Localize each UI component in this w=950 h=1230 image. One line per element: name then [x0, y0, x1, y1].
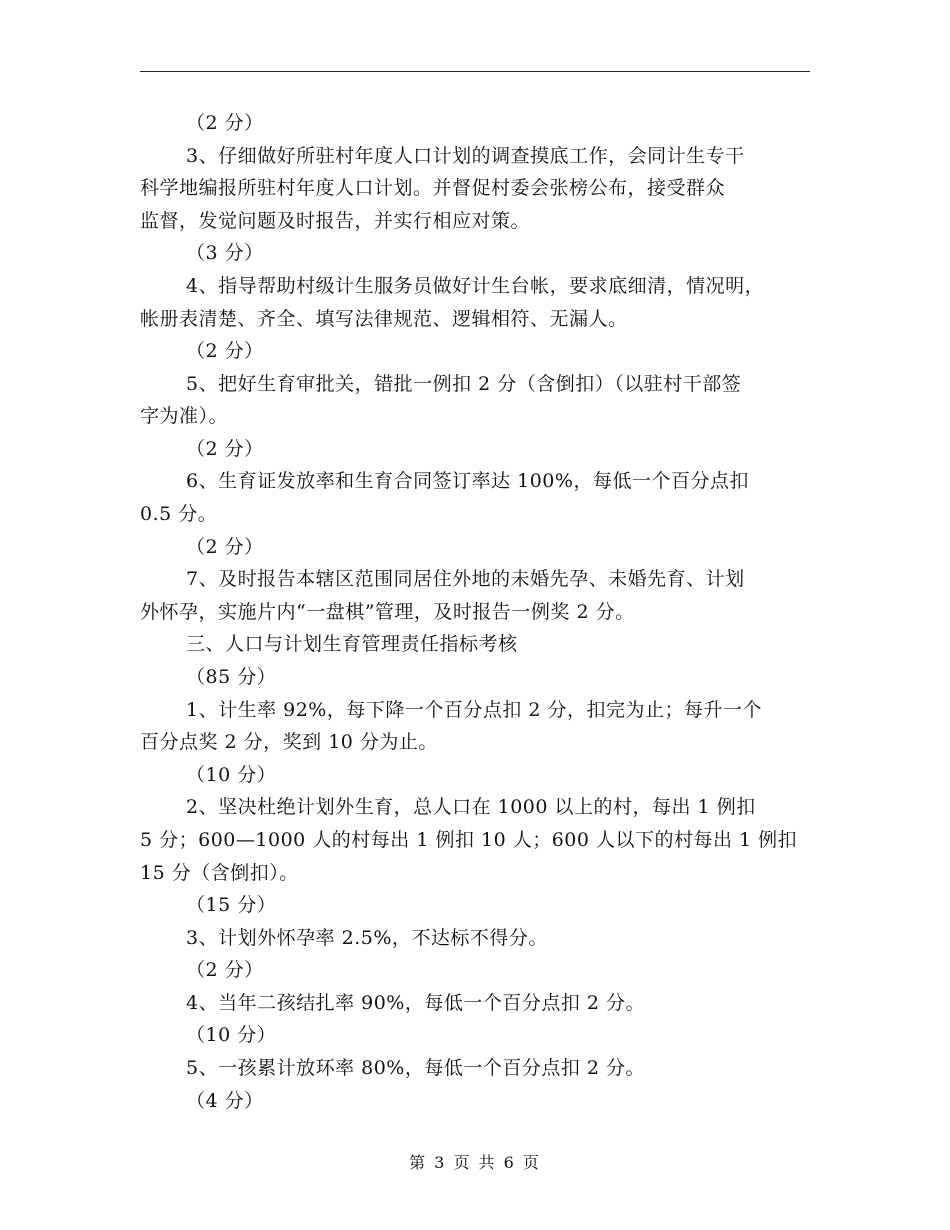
text-line: 0.5 分。: [140, 503, 218, 525]
text-line: 2、坚决杜绝计划外生育，总人口在 1000 以上的村，每出 1 例扣: [186, 796, 756, 818]
text-line: 监督，发觉问题及时报告，并实行相应对策。: [140, 210, 531, 232]
text-line: 帐册表清楚、齐全、填写法律规范、逻辑相符、无漏人。: [140, 308, 628, 330]
text-line: （10 分）: [186, 764, 277, 786]
text-line: 15 分（含倒扣）。: [140, 862, 299, 884]
text-line: 4、当年二孩结扎率 90%，每低一个百分点扣 2 分。: [186, 992, 646, 1014]
text-line: 5、一孩累计放环率 80%，每低一个百分点扣 2 分。: [186, 1057, 646, 1079]
text-line: 1、计生率 92%，每下降一个百分点扣 2 分，扣完为止；每升一个: [186, 699, 763, 721]
page-footer: 第 3 页 共 6 页: [409, 1153, 541, 1172]
text-line: 百分点奖 2 分，奖到 10 分为止。: [140, 731, 438, 753]
text-line: （2 分）: [186, 536, 264, 558]
text-line: （2 分）: [186, 112, 264, 134]
text-line: 5、把好生育审批关，错批一例扣 2 分（含倒扣）（以驻村干部签: [186, 373, 742, 395]
text-line: （10 分）: [186, 1024, 277, 1046]
text-line: （3 分）: [186, 242, 264, 264]
text-line: 4、指导帮助村级计生服务员做好计生台帐，要求底细清，情况明，: [186, 275, 765, 297]
text-line: 3、仔细做好所驻村年度人口计划的调查摸底工作，会同计生专干: [186, 145, 745, 167]
text-line: （4 分）: [186, 1090, 264, 1112]
text-line: （15 分）: [186, 894, 277, 916]
text-line: 3、计划外怀孕率 2.5%，不达标不得分。: [186, 927, 548, 949]
section-heading: 三、人口与计划生育管理责任指标考核: [186, 633, 518, 655]
text-line: （2 分）: [186, 438, 264, 460]
text-line: （2 分）: [186, 959, 264, 981]
text-line: 6、生育证发放率和生育合同签订率达 100%，每低一个百分点扣: [186, 470, 749, 492]
text-line: 科学地编报所驻村年度人口计划。并督促村委会张榜公布，接受群众: [140, 177, 726, 199]
text-line: 外怀孕，实施片内“一盘棋”管理，及时报告一例奖 2 分。: [140, 601, 635, 623]
text-line: （2 分）: [186, 340, 264, 362]
text-line: （85 分）: [186, 666, 277, 688]
text-line: 5 分；600—1000 人的村每出 1 例扣 10 人；600 人以下的村每出 1 例扣: [140, 829, 798, 851]
text-line: 7、及时报告本辖区范围同居住外地的未婚先孕、未婚先育、计划: [186, 568, 745, 590]
text-line: 字为准）。: [140, 405, 229, 427]
